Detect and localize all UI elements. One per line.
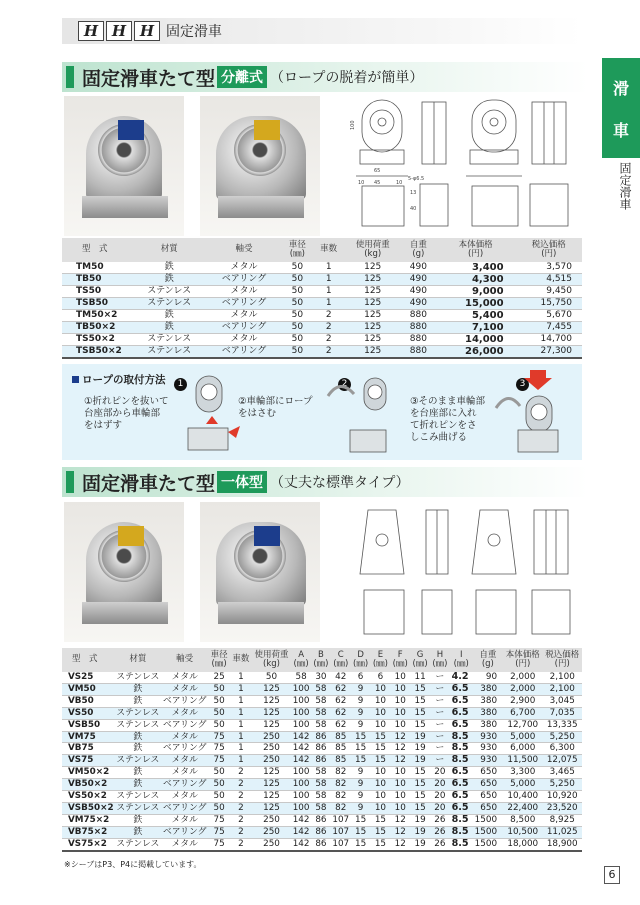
product-photo-vb50x2 [200,502,320,642]
product-photo-tm50 [64,96,184,236]
table-row: VM50 鉄 メタル 50 1 125 100 58 62 9 10 10 15 ー 6.5 380 2,000 2,100 [62,683,582,695]
table-row: VS75 ステンレス メタル 75 1 250 142 86 85 15 15 12 19 ー 8.5 930 11,500 12,075 [62,755,582,767]
table-row: VM75 鉄 メタル 75 1 250 142 86 85 15 15 12 19 ー 8.5 930 5,000 5,250 [62,731,582,743]
svg-text:5-φ6.5: 5-φ6.5 [408,176,425,182]
section2-note: （丈夫な標準タイプ） [270,475,410,491]
table-row: VM75×2 鉄 メタル 75 2 250 142 86 107 15 15 12 19 26 8.5 1500 8,500 8,925 [62,814,582,826]
table-row: VS50×2 ステンレス メタル 50 2 125 100 58 82 9 10 10 15 20 6.5 650 10,400 10,920 [62,791,582,803]
section1-tag: 分離式 [217,66,267,88]
table-row: TM50 鉄 メタル 50 1 125 490 3,400 3,570 [62,262,582,274]
spec-table-integrated-type [62,648,582,852]
section2-title: 固定滑車たて型 [82,472,216,495]
table-row: TB50×2 鉄 ベアリング 50 2 125 880 7,100 7,455 [62,322,582,334]
spec-table-split-type [62,238,582,359]
header-title: 固定滑車 [166,24,222,40]
table-header-row: 型 式 材質 軸受 車径 (㎜) 車数 使用荷重 (kg) 自重 (g) 本体価格 (円) 税込価格 (円) [62,238,582,262]
section1-title: 固定滑車たて型 [82,67,216,90]
product-photo-tm50x2 [200,96,320,236]
page-number: 6 [604,866,620,884]
step-number-1: 1 [174,378,187,391]
technical-drawing-1 [350,94,580,234]
step-number-3: 3 [516,378,529,391]
step-text-3: ③そのまま車輪部 を台座部に入れ て折れピンをさ しこみ曲げる [410,396,486,443]
svg-text:10: 10 [358,180,365,186]
section2-title-bar [62,467,588,497]
rope-attachment-panel [62,364,582,460]
table-row: VM50×2 鉄 メタル 50 2 125 100 58 82 9 10 10 15 20 6.5 650 3,300 3,465 [62,767,582,779]
step-illustration-3 [490,368,570,458]
table-row: VS75×2 ステンレス メタル 75 2 250 142 86 107 15 15 12 19 26 8.5 1500 18,000 18,900 [62,838,582,850]
table-row: VB50×2 鉄 ベアリング 50 2 125 100 58 82 9 10 10 15 20 6.5 650 5,000 5,250 [62,779,582,791]
step-text-1: ①折れピンを抜いて 台座部から車輪部 をはずす [84,396,169,431]
step-illustration-2 [320,368,400,458]
table-row: VB75 鉄 ベアリング 75 1 250 142 86 85 15 15 12 19 ー 8.5 930 6,000 6,300 [62,743,582,755]
table-row: VS25 ステンレス メタル 25 1 50 58 30 42 6 6 10 11 ー 4.2 90 2,000 2,100 [62,672,582,683]
table-row: TSB50 ステンレス ベアリング 50 1 125 490 15,000 15,750 [62,298,582,310]
product-photo-vb50 [64,502,184,642]
step-text-2: ②車輪部にロープ をはさむ [238,396,313,419]
side-tab-sub: 固定滑車 [618,162,632,210]
table-row: VSB50×2 ステンレス ベアリング 50 2 125 100 58 82 9 10 10 15 20 6.5 650 22,400 23,520 [62,802,582,814]
step-number-2: 2 [338,378,351,391]
hhh-logo: H H H [78,21,160,41]
page-header [62,18,582,44]
rope-panel-title: ロープの取付方法 [72,372,165,387]
table-row: VS50 ステンレス メタル 50 1 125 100 58 62 9 10 10 15 ー 6.5 380 6,700 7,035 [62,707,582,719]
svg-text:45: 45 [374,180,381,186]
step-illustration-1 [182,372,242,456]
svg-text:40: 40 [410,206,417,212]
technical-drawing-2 [350,500,580,642]
svg-text:13: 13 [410,190,417,196]
table-row: VB75×2 鉄 ベアリング 75 2 250 142 86 107 15 15 12 19 26 8.5 1500 10,500 11,025 [62,826,582,838]
section-mark [66,471,74,493]
table-row: VB50 鉄 ベアリング 50 1 125 100 58 62 9 10 10 15 ー 6.5 380 2,900 3,045 [62,695,582,707]
svg-text:65: 65 [374,168,381,174]
section-mark [66,66,74,88]
svg-text:100: 100 [350,120,356,130]
section1-title-bar [62,62,588,92]
table-row: TSB50×2 ステンレス ベアリング 50 2 125 880 26,000 27,300 [62,346,582,359]
section2-tag: 一体型 [217,471,267,493]
table-row: TM50×2 鉄 メタル 50 2 125 880 5,400 5,670 [62,310,582,322]
footnote: ※シーブはP3、P4に掲載しています。 [64,860,202,869]
table-row: VSB50 ステンレス ベアリング 50 1 125 100 58 62 9 10 10 15 ー 6.5 380 12,700 13,335 [62,719,582,731]
side-tab: 滑 車 [602,58,640,158]
svg-text:10: 10 [396,180,403,186]
table-row: TB50 鉄 ベアリング 50 1 125 490 4,300 4,515 [62,274,582,286]
table-row: TS50×2 ステンレス メタル 50 2 125 880 14,000 14,700 [62,334,582,346]
table-row: TS50 ステンレス メタル 50 1 125 490 9,000 9,450 [62,286,582,298]
section1-note: （ロープの脱着が簡単） [270,70,424,86]
table-header-row: 型 式 材質 軸受 車径 (㎜) 車数 使用荷重 (kg) A (㎜) B (㎜) C (㎜) D (㎜) E (㎜) F (㎜) G (㎜) H (㎜) I (㎜) 自重 (g) 本体価格 (円) 税込価格 (円) [62,648,582,672]
